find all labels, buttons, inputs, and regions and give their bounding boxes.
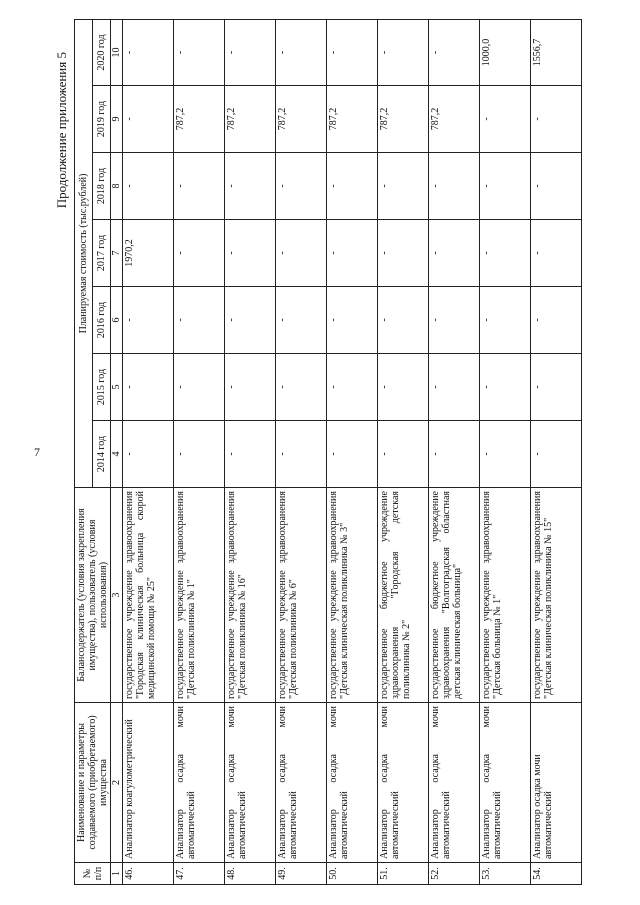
row-num: 46. <box>123 863 174 885</box>
row-name: Анализатор осадка мочи автоматический <box>480 703 531 863</box>
table-row <box>276 19 327 884</box>
column-number: 1 <box>111 863 123 885</box>
row-value: - <box>327 220 378 287</box>
column-number: 5 <box>111 354 123 421</box>
row-value: - <box>480 220 531 287</box>
table-row <box>429 19 480 884</box>
row-value: - <box>225 19 276 85</box>
column-number: 2 <box>111 703 123 863</box>
row-value: - <box>327 287 378 354</box>
row-num: 53. <box>480 863 531 885</box>
header-year: 2020 год <box>93 19 111 85</box>
header-year: 2016 год <box>93 287 111 354</box>
table-row <box>327 19 378 884</box>
page-number: 7 <box>34 445 40 459</box>
row-name: Анализатор осадка мочи автоматический <box>378 703 429 863</box>
row-value: - <box>123 19 174 85</box>
row-value: - <box>225 153 276 220</box>
row-value: - <box>276 220 327 287</box>
row-name: Анализатор осадка мочи автоматический <box>531 703 582 863</box>
table-row <box>378 19 429 884</box>
column-number: 3 <box>111 488 123 703</box>
row-value: - <box>174 19 225 85</box>
row-name: Анализатор осадка мочи автоматический <box>225 703 276 863</box>
header-name: Наименование и параметры создаваемого (приобретаемого) имущества <box>75 703 111 863</box>
table-row <box>531 19 582 884</box>
row-value: - <box>531 287 582 354</box>
row-value: - <box>480 287 531 354</box>
row-value: - <box>225 354 276 421</box>
row-name: Анализатор коагулометрический <box>123 703 174 863</box>
table-row <box>225 19 276 884</box>
row-name: Анализатор осадка мочи автоматический <box>429 703 480 863</box>
header-year: 2015 год <box>93 354 111 421</box>
row-value: - <box>276 421 327 488</box>
row-value: 787,2 <box>174 86 225 153</box>
row-value: - <box>327 354 378 421</box>
header-year: 2014 год <box>93 421 111 488</box>
row-holder: государственное учреждение здравоохранения "Детская поликлиника № 16" <box>225 488 276 703</box>
row-holder: государственное учреждение здравоохранения "Детская поликлиника № 1" <box>174 488 225 703</box>
row-value: 787,2 <box>276 86 327 153</box>
row-value: - <box>276 19 327 85</box>
row-value: - <box>327 19 378 85</box>
row-num: 54. <box>531 863 582 885</box>
header-year: 2018 год <box>93 153 111 220</box>
column-number: 4 <box>111 421 123 488</box>
column-number: 6 <box>111 287 123 354</box>
table-row <box>480 19 531 884</box>
row-value: - <box>429 153 480 220</box>
row-value: - <box>225 421 276 488</box>
row-value: - <box>429 220 480 287</box>
column-number: 9 <box>111 86 123 153</box>
header-planned-cost: Планируемая стоимость (тыс.рублей) <box>75 19 93 487</box>
row-value: - <box>531 86 582 153</box>
row-value: - <box>276 153 327 220</box>
row-value: - <box>327 153 378 220</box>
property-table <box>74 19 582 885</box>
row-value: - <box>378 354 429 421</box>
row-value: 787,2 <box>429 86 480 153</box>
row-value: - <box>225 287 276 354</box>
row-value: - <box>378 19 429 85</box>
row-value: - <box>123 421 174 488</box>
row-num: 52. <box>429 863 480 885</box>
row-value: - <box>276 354 327 421</box>
row-value: 787,2 <box>225 86 276 153</box>
row-value: 1970,2 <box>123 220 174 287</box>
row-value: - <box>174 421 225 488</box>
header-num: № п/п <box>75 863 111 885</box>
row-value: - <box>480 153 531 220</box>
row-value: - <box>480 354 531 421</box>
row-value: - <box>225 220 276 287</box>
row-holder: государственное учреждение здравоохранения "Детская клиническая поликлиника № 15" <box>531 488 582 703</box>
rotated-page <box>30 20 610 885</box>
row-value: - <box>429 287 480 354</box>
row-value: - <box>174 287 225 354</box>
row-value: - <box>276 287 327 354</box>
row-holder: государственное учреждение здравоохранения "Детская клиническая поликлиника № 3" <box>327 488 378 703</box>
row-name: Анализатор осадка мочи автоматический <box>276 703 327 863</box>
row-value: - <box>378 153 429 220</box>
row-value: - <box>123 287 174 354</box>
row-value: - <box>531 421 582 488</box>
row-value: - <box>174 220 225 287</box>
table-row <box>174 19 225 884</box>
row-value: - <box>123 354 174 421</box>
row-name: Анализатор осадка мочи автоматический <box>174 703 225 863</box>
column-number: 8 <box>111 153 123 220</box>
row-value: - <box>123 153 174 220</box>
row-value: - <box>531 153 582 220</box>
table-row <box>123 19 174 884</box>
row-num: 51. <box>378 863 429 885</box>
row-num: 48. <box>225 863 276 885</box>
row-value: 1556,7 <box>531 19 582 85</box>
row-holder: государственное учреждение здравоохранения "Детская поликлиника № 6" <box>276 488 327 703</box>
row-value: - <box>174 354 225 421</box>
continuation-caption: Продолжение приложения 5 <box>54 52 69 209</box>
row-holder: государственное бюджетное учреждение здравоохранения "Волгоградская областная детская клиническая больница" <box>429 488 480 703</box>
header-year: 2017 год <box>93 220 111 287</box>
header-holder: Балансодержатель (условия закрепления имущества), пользователь (условия использования) <box>75 488 111 703</box>
row-value: 787,2 <box>327 86 378 153</box>
row-value: - <box>429 421 480 488</box>
row-value: - <box>531 220 582 287</box>
row-value: - <box>174 153 225 220</box>
column-number: 10 <box>111 19 123 85</box>
row-value: 1000,0 <box>480 19 531 85</box>
row-holder: государственное учреждение здравоохранения "Детская больница № 1" <box>480 488 531 703</box>
row-value: - <box>123 86 174 153</box>
row-name: Анализатор осадка мочи автоматический <box>327 703 378 863</box>
row-num: 47. <box>174 863 225 885</box>
row-value: - <box>429 19 480 85</box>
row-value: 787,2 <box>378 86 429 153</box>
header-year: 2019 год <box>93 86 111 153</box>
row-value: - <box>480 86 531 153</box>
row-value: - <box>531 354 582 421</box>
row-value: - <box>327 421 378 488</box>
row-value: - <box>378 220 429 287</box>
row-holder: государственное бюджетное учреждение здравоохранения "Городская детская поликлиника № 2" <box>378 488 429 703</box>
row-value: - <box>429 354 480 421</box>
row-holder: государственное учреждение здравоохранения "Городская клиническая больница скорой медицинской помощи № 25" <box>123 488 174 703</box>
row-value: - <box>378 287 429 354</box>
row-num: 49. <box>276 863 327 885</box>
row-value: - <box>480 421 531 488</box>
column-number: 7 <box>111 220 123 287</box>
row-num: 50. <box>327 863 378 885</box>
row-value: - <box>378 421 429 488</box>
